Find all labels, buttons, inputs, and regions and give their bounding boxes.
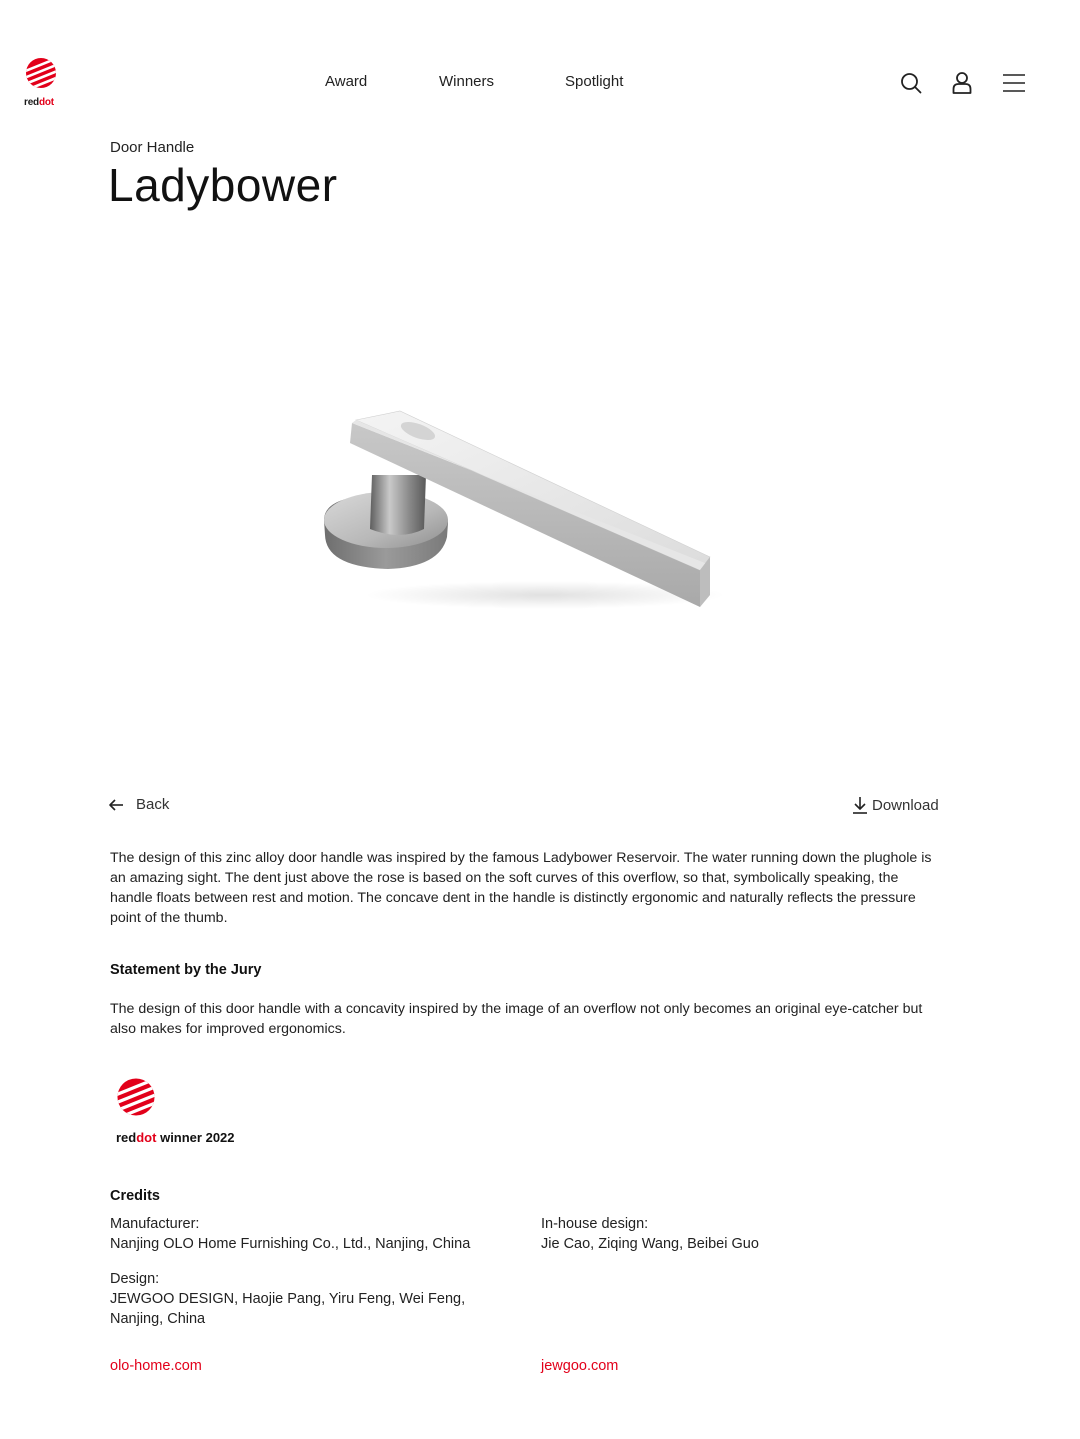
download-link[interactable]	[852, 796, 939, 814]
arrow-left-icon	[108, 798, 124, 812]
product-image	[300, 395, 740, 625]
manufacturer-website-link[interactable]: olo-home.com	[110, 1358, 202, 1374]
product-category: Door Handle	[110, 139, 195, 156]
award-badge	[113, 1076, 313, 1156]
inhouse-value: Jie Cao, Ziqing Wang, Beibei Guo	[541, 1236, 759, 1252]
search-icon[interactable]	[898, 70, 924, 96]
manufacturer-label: Manufacturer:	[110, 1216, 200, 1232]
jury-heading: Statement by the Jury	[110, 962, 262, 978]
download-icon	[852, 796, 868, 814]
back-link[interactable]	[108, 796, 169, 813]
nav-spotlight[interactable]: Spotlight	[565, 73, 624, 90]
back-label: Back	[136, 796, 170, 813]
design-website-link[interactable]: jewgoo.com	[541, 1358, 619, 1374]
download-label: Download	[872, 796, 939, 814]
award-label: reddot winner 2022	[116, 1130, 235, 1145]
user-icon[interactable]	[949, 70, 975, 96]
credits-heading: Credits	[110, 1188, 160, 1204]
manufacturer-value: Nanjing OLO Home Furnishing Co., Ltd., Nanjing, China	[110, 1236, 471, 1252]
credit-manufacturer	[110, 1214, 470, 1254]
inhouse-label: In-house design:	[541, 1216, 649, 1232]
reddot-ball-icon	[115, 1076, 157, 1118]
reddot-wordmark: reddot	[24, 97, 54, 108]
jury-statement: The design of this door handle with a concavity inspired by the image of an overflow not only becomes an original eye-catcher but also makes for improved ergonomics.	[110, 1001, 923, 1037]
nav-winners[interactable]: Winners	[439, 73, 495, 90]
page-title: Ladybower	[108, 159, 338, 211]
credit-inhouse-design	[541, 1214, 759, 1254]
design-value: JEWGOO DESIGN, Haojie Pang, Yiru Feng, Wei Feng, Nanjing, China	[110, 1291, 466, 1327]
nav-award[interactable]: Award	[325, 73, 368, 90]
credit-design	[110, 1269, 490, 1329]
product-description: The design of this zinc alloy door handle was inspired by the famous Ladybower Reservoir. The water running down the plughole is an amazing sight. The dent just above the rose is based on the soft curves of this overflow, so that, symbolically speaking, the handle floats between rest and motion. The concave dent in the handle is distinctly ergonomic and naturally reflects the pressure point of the thumb.	[110, 850, 932, 926]
menu-icon[interactable]	[1001, 70, 1027, 96]
design-label: Design:	[110, 1271, 160, 1287]
